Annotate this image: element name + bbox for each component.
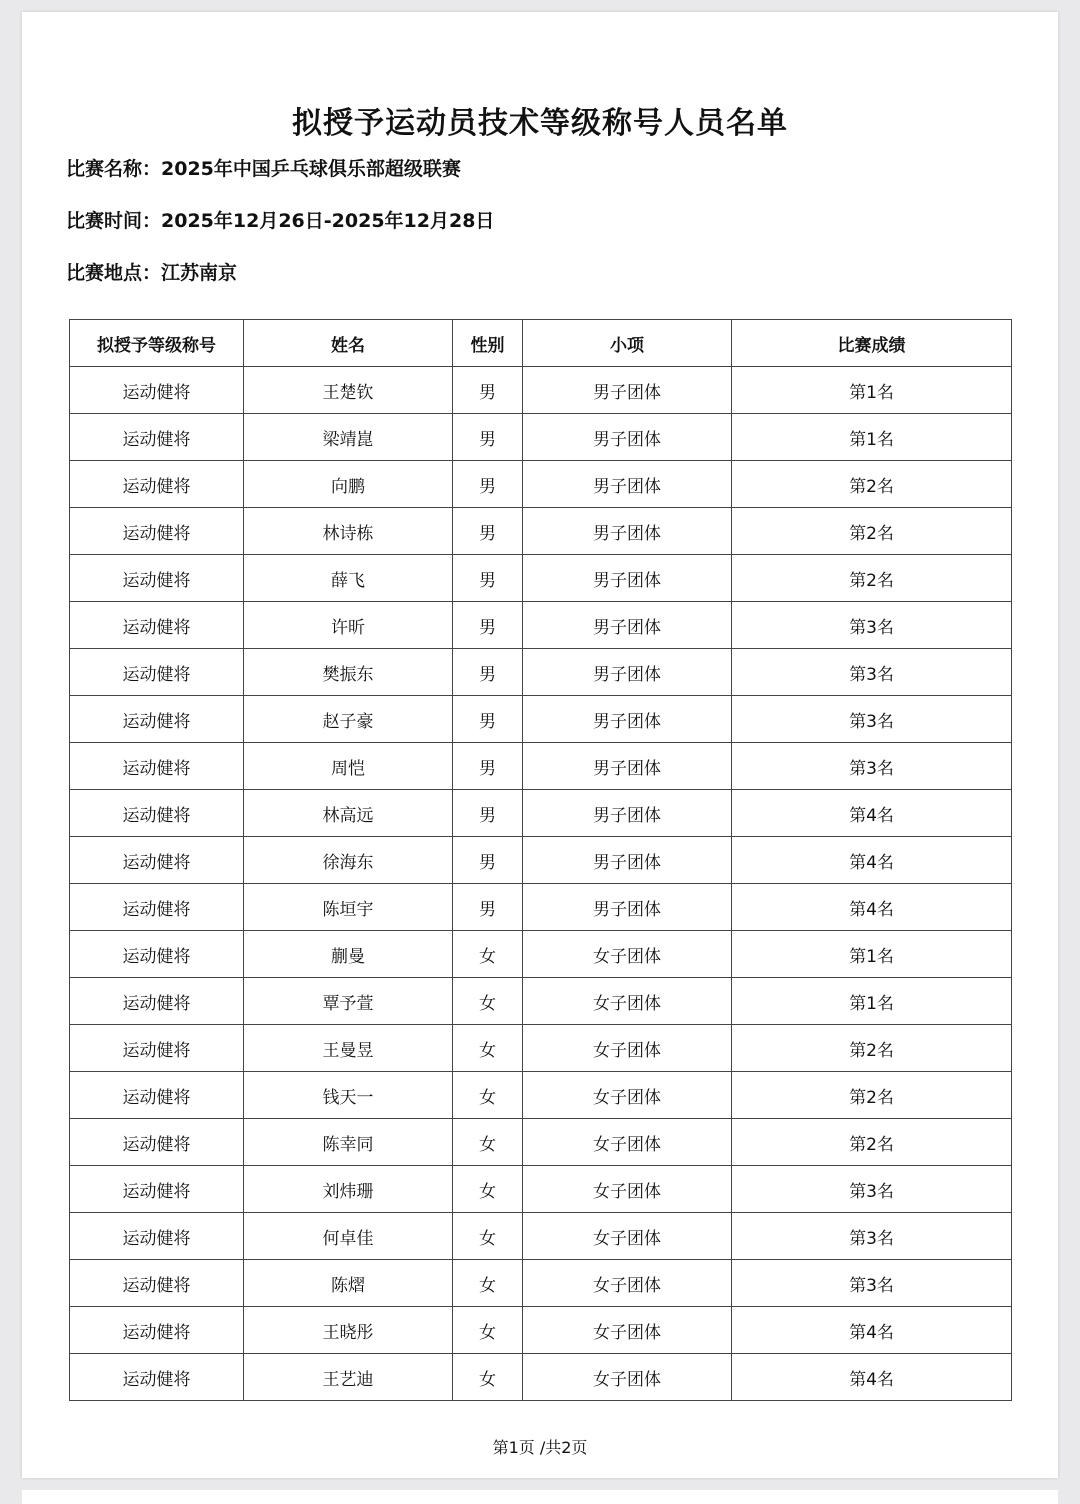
cell-grade-title: 运动健将 [70, 1119, 244, 1166]
cell-event: 女子团体 [523, 1025, 732, 1072]
cell-result: 第3名 [732, 649, 1012, 696]
cell-gender: 男 [453, 461, 523, 508]
cell-grade-title: 运动健将 [70, 555, 244, 602]
competition-name-value: 2025年中国乒乓球俱乐部超级联赛 [161, 158, 461, 180]
cell-result: 第4名 [732, 1307, 1012, 1354]
cell-grade-title: 运动健将 [70, 1260, 244, 1307]
next-page-edge [22, 1490, 1058, 1504]
cell-name: 王曼昱 [244, 1025, 453, 1072]
table-row [70, 1260, 1012, 1307]
cell-name: 刘炜珊 [244, 1166, 453, 1213]
cell-event: 男子团体 [523, 508, 732, 555]
cell-event: 女子团体 [523, 1119, 732, 1166]
table-row [70, 696, 1012, 743]
cell-name: 薛飞 [244, 555, 453, 602]
table-row [70, 508, 1012, 555]
cell-grade-title: 运动健将 [70, 1025, 244, 1072]
competition-name-label: 比赛名称： [66, 158, 162, 180]
cell-gender: 男 [453, 884, 523, 931]
table-row [70, 649, 1012, 696]
cell-event: 女子团体 [523, 931, 732, 978]
cell-grade-title: 运动健将 [70, 367, 244, 414]
table-row [70, 931, 1012, 978]
table-row [70, 461, 1012, 508]
cell-gender: 女 [453, 1213, 523, 1260]
cell-result: 第2名 [732, 508, 1012, 555]
cell-grade-title: 运动健将 [70, 649, 244, 696]
cell-gender: 女 [453, 1025, 523, 1072]
header-name: 姓名 [244, 320, 453, 367]
header-grade-title: 拟授予等级称号 [70, 320, 244, 367]
cell-event: 女子团体 [523, 978, 732, 1025]
table-row [70, 1213, 1012, 1260]
cell-result: 第2名 [732, 1119, 1012, 1166]
cell-event: 男子团体 [523, 884, 732, 931]
cell-event: 男子团体 [523, 555, 732, 602]
cell-gender: 女 [453, 1072, 523, 1119]
cell-result: 第1名 [732, 978, 1012, 1025]
cell-event: 男子团体 [523, 837, 732, 884]
competition-date-line [66, 206, 494, 233]
cell-gender: 男 [453, 837, 523, 884]
cell-grade-title: 运动健将 [70, 931, 244, 978]
cell-event: 女子团体 [523, 1354, 732, 1401]
cell-gender: 男 [453, 508, 523, 555]
table-row [70, 414, 1012, 461]
cell-gender: 女 [453, 1119, 523, 1166]
cell-name: 林诗栋 [244, 508, 453, 555]
table-row [70, 1072, 1012, 1119]
cell-event: 男子团体 [523, 790, 732, 837]
table-row [70, 743, 1012, 790]
cell-name: 林高远 [244, 790, 453, 837]
table-row [70, 978, 1012, 1025]
cell-event: 女子团体 [523, 1260, 732, 1307]
cell-result: 第1名 [732, 414, 1012, 461]
table-row [70, 1119, 1012, 1166]
cell-gender: 女 [453, 931, 523, 978]
document-title: 拟授予运动员技术等级称号人员名单 [292, 106, 788, 141]
table-row [70, 602, 1012, 649]
cell-grade-title: 运动健将 [70, 1213, 244, 1260]
cell-gender: 女 [453, 978, 523, 1025]
cell-name: 陈幸同 [244, 1119, 453, 1166]
cell-name: 陈熠 [244, 1260, 453, 1307]
cell-grade-title: 运动健将 [70, 837, 244, 884]
cell-grade-title: 运动健将 [70, 978, 244, 1025]
cell-gender: 男 [453, 602, 523, 649]
cell-grade-title: 运动健将 [70, 602, 244, 649]
cell-grade-title: 运动健将 [70, 1166, 244, 1213]
cell-name: 周恺 [244, 743, 453, 790]
cell-name: 王楚钦 [244, 367, 453, 414]
cell-name: 王晓彤 [244, 1307, 453, 1354]
cell-gender: 男 [453, 367, 523, 414]
cell-gender: 男 [453, 743, 523, 790]
table-row [70, 790, 1012, 837]
cell-name: 樊振东 [244, 649, 453, 696]
cell-name: 陈垣宇 [244, 884, 453, 931]
cell-result: 第3名 [732, 1213, 1012, 1260]
cell-event: 女子团体 [523, 1213, 732, 1260]
cell-name: 覃予萱 [244, 978, 453, 1025]
cell-event: 男子团体 [523, 743, 732, 790]
cell-grade-title: 运动健将 [70, 508, 244, 555]
cell-name: 何卓佳 [244, 1213, 453, 1260]
cell-result: 第3名 [732, 743, 1012, 790]
competition-location-line [66, 258, 237, 285]
cell-result: 第2名 [732, 555, 1012, 602]
cell-gender: 女 [453, 1307, 523, 1354]
cell-result: 第2名 [732, 1072, 1012, 1119]
cell-gender: 男 [453, 649, 523, 696]
cell-name: 钱天一 [244, 1072, 453, 1119]
table-row [70, 837, 1012, 884]
cell-result: 第3名 [732, 602, 1012, 649]
cell-result: 第4名 [732, 884, 1012, 931]
header-gender: 性别 [453, 320, 523, 367]
cell-result: 第4名 [732, 790, 1012, 837]
table-row [70, 1166, 1012, 1213]
cell-grade-title: 运动健将 [70, 884, 244, 931]
cell-grade-title: 运动健将 [70, 696, 244, 743]
cell-gender: 男 [453, 414, 523, 461]
cell-gender: 女 [453, 1166, 523, 1213]
athlete-table [69, 319, 1012, 1401]
cell-name: 蒯曼 [244, 931, 453, 978]
cell-event: 女子团体 [523, 1072, 732, 1119]
page-number: 第1页 /共2页 [492, 1438, 588, 1457]
competition-date-value: 2025年12月26日-2025年12月28日 [161, 210, 495, 232]
cell-result: 第3名 [732, 1166, 1012, 1213]
table-row [70, 555, 1012, 602]
header-event: 小项 [523, 320, 732, 367]
cell-result: 第3名 [732, 696, 1012, 743]
cell-event: 女子团体 [523, 1307, 732, 1354]
table-row [70, 884, 1012, 931]
table-row [70, 1307, 1012, 1354]
cell-grade-title: 运动健将 [70, 743, 244, 790]
cell-name: 梁靖崑 [244, 414, 453, 461]
cell-name: 赵子豪 [244, 696, 453, 743]
table-header-row [70, 320, 1012, 367]
cell-event: 男子团体 [523, 696, 732, 743]
cell-result: 第1名 [732, 931, 1012, 978]
table-row [70, 367, 1012, 414]
cell-name: 徐海东 [244, 837, 453, 884]
competition-location-label: 比赛地点： [66, 262, 162, 284]
cell-gender: 女 [453, 1354, 523, 1401]
cell-gender: 女 [453, 1260, 523, 1307]
cell-grade-title: 运动健将 [70, 1307, 244, 1354]
cell-event: 男子团体 [523, 414, 732, 461]
table-row [70, 1354, 1012, 1401]
cell-grade-title: 运动健将 [70, 414, 244, 461]
cell-result: 第2名 [732, 1025, 1012, 1072]
cell-grade-title: 运动健将 [70, 1354, 244, 1401]
cell-event: 男子团体 [523, 461, 732, 508]
cell-event: 女子团体 [523, 1166, 732, 1213]
document-page [22, 12, 1058, 1478]
cell-gender: 男 [453, 696, 523, 743]
table-row [70, 1025, 1012, 1072]
cell-name: 向鹏 [244, 461, 453, 508]
cell-gender: 男 [453, 555, 523, 602]
cell-event: 男子团体 [523, 649, 732, 696]
cell-gender: 男 [453, 790, 523, 837]
cell-result: 第1名 [732, 367, 1012, 414]
cell-name: 许昕 [244, 602, 453, 649]
cell-result: 第4名 [732, 1354, 1012, 1401]
cell-event: 男子团体 [523, 602, 732, 649]
cell-result: 第4名 [732, 837, 1012, 884]
cell-result: 第2名 [732, 461, 1012, 508]
table-body [70, 367, 1012, 1401]
header-result: 比赛成绩 [732, 320, 1012, 367]
cell-grade-title: 运动健将 [70, 461, 244, 508]
cell-name: 王艺迪 [244, 1354, 453, 1401]
cell-result: 第3名 [732, 1260, 1012, 1307]
competition-date-label: 比赛时间： [66, 210, 162, 232]
cell-grade-title: 运动健将 [70, 790, 244, 837]
competition-location-value: 江苏南京 [161, 262, 238, 284]
competition-name-line [66, 154, 461, 181]
cell-grade-title: 运动健将 [70, 1072, 244, 1119]
cell-event: 男子团体 [523, 367, 732, 414]
